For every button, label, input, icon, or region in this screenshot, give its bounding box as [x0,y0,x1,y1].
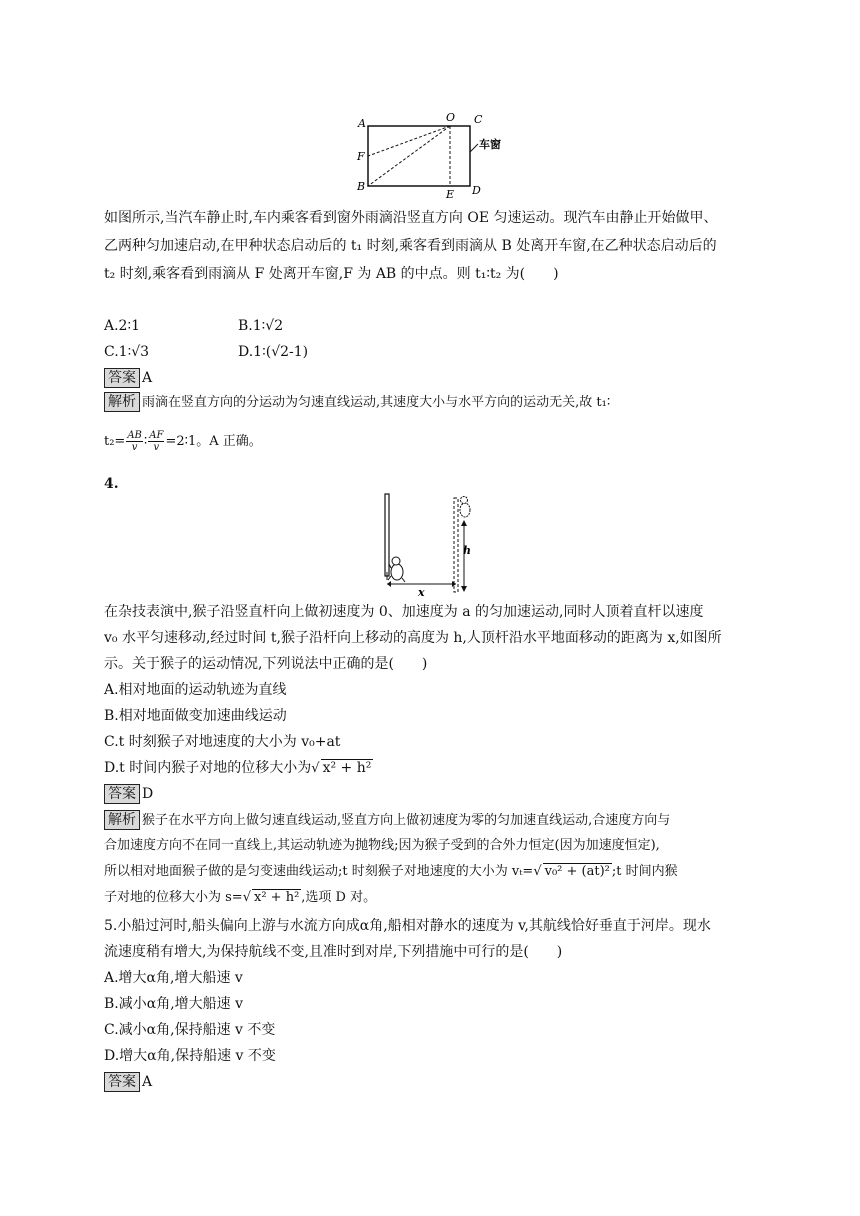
label-f: F [357,150,365,163]
q3-option-c: C.1∶√3 [104,344,150,360]
monkey-top-icon [460,497,470,518]
fig-h-label: h [463,544,471,557]
q3-option-d: D.1∶(√2-1) [238,344,309,360]
q4-stem-line-3: 示。关于猴子的运动情况,下列说法中正确的是( ) [104,656,428,672]
answer-tag: 答案 [104,1072,140,1092]
q4-stem-line-1: 在杂技表演中,猴子沿竖直杆向上做初速度为 0、加速度为 a 的匀加速运动,同时人顶着直杆以速度 [104,604,704,620]
q4-analysis-line-3: 所以相对地面猴子做的是匀变速曲线运动;t 时刻猴子对地速度的大小为 vₜ=√ v₀² + (at)² ;t 时间内猴 [104,864,678,879]
label-d: D [472,184,481,197]
q4-option-a: A.相对地面的运动轨迹为直线 [104,682,287,698]
fraction-denominator: v [153,442,160,453]
label-a: A [358,117,366,130]
fraction-af-v [148,430,164,453]
q3-analysis-text-1: 雨滴在竖直方向的分运动为匀速直线运动,其速度大小与水平方向的运动无关,故 t₁∶ [142,395,611,410]
q3-analysis-line-2 [104,430,262,453]
q3-stem-line-2: 乙两种匀加速启动,在甲种状态启动后的 t₁ 时刻,乘客看到雨滴从 B 处离开车窗,在乙种状态启动后的 [104,238,717,254]
monkey-pole-figure [372,492,482,600]
q5-option-c: C.减小α角,保持船速 v 不变 [104,1022,276,1038]
q3-analysis-prefix: t₂= [104,434,126,449]
q4-answer-row [104,784,153,804]
label-window: 车窗 [479,138,501,151]
q4-analysis-text-4b: ,选项 D 对。 [301,890,377,905]
q4-analysis-text-4: 子对地的位移大小为 s= [104,890,243,905]
label-c: C [474,113,483,126]
q3-option-a: A.2∶1 [104,318,141,334]
q4-option-c: C.t 时刻猴子对地速度的大小为 v₀+at [104,734,341,750]
q4-analysis-line-2: 合加速度方向不在同一直线上,其运动轨迹为抛物线;因为猴子受到的合外力恒定(因为加速度恒定), [104,838,660,853]
q4-analysis-line-4: 子对地的位移大小为 s=√ x² + h² ,选项 D 对。 [104,890,377,905]
q5-answer: A [142,1074,153,1090]
q4-analysis-text-3: 所以相对地面猴子做的是匀变速曲线运动;t 时刻猴子对地速度的大小为 vₜ= [104,864,534,879]
q5-option-b: B.减小α角,增大船速 v [104,996,244,1012]
q3-answer: A [142,370,153,386]
sqrt-expression: x² + h² [254,890,300,905]
q5-option-d: D.增大α角,保持船速 v 不变 [104,1048,276,1064]
fig-x-label: x [418,586,425,599]
q5-stem-line-2: 流速度稍有增大,为保持航线不变,且准时到对岸,下列措施中可行的是( ) [104,944,563,960]
analysis-tag: 解析 [104,810,140,830]
q3-stem-line-3: t₂ 时刻,乘客看到雨滴从 F 处离开车窗,F 为 AB 的中点。则 t₁∶t₂ 为( ) [104,266,559,282]
answer-tag: 答案 [104,784,140,804]
fraction-denominator: v [131,442,138,453]
q3-analysis-suffix: =2∶1。A 正确。 [165,434,262,449]
q3-option-b: B.1∶√2 [238,318,284,334]
analysis-tag: 解析 [104,392,140,412]
q3-analysis-line-1 [104,392,610,413]
q5-stem-line-1: 5.小船过河时,船头偏向上游与水流方向成α角,船相对静水的速度为 v,其航线恰好垂直于河岸。现水 [104,918,711,934]
q4-analysis-text-1: 猴子在水平方向上做匀速直线运动,竖直方向上做初速度为零的匀加速直线运动,合速度方向与 [142,813,671,828]
answer-tag: 答案 [104,368,140,388]
q4-analysis-line-1 [104,810,670,831]
fraction-numerator: AF [149,430,164,441]
q5-option-a: A.增大α角,增大船速 v [104,970,243,986]
q4-option-d: D.t 时间内猴子对地的位移大小为√ x² + h² [104,760,372,776]
q4-analysis-text-3b: ;t 时间内猴 [611,864,678,879]
q5-answer-row [104,1072,152,1092]
q4-stem-line-2: v₀ 水平匀速移动,经过时间 t,猴子沿杆向上移动的高度为 h,人顶杆沿水平地面移动的距离为 x,如图所 [104,630,722,646]
label-e: E [446,188,455,200]
label-b: B [357,180,366,193]
q3-answer-row [104,368,152,388]
q4-option-b: B.相对地面做变加速曲线运动 [104,708,287,724]
ratio-colon: ∶ [143,434,148,449]
q3-stem-line-1: 如图所示,当汽车静止时,车内乘客看到窗外雨滴沿竖直方向 OE 匀速运动。现汽车由静止开始做甲、 [104,210,718,226]
fraction-numerator: AB [127,430,142,441]
label-o: O [446,111,456,124]
car-window-figure [350,108,520,200]
q4-option-d-text: D.t 时间内猴子对地的位移大小为 [104,760,312,776]
q4-number: 4. [104,476,119,492]
sqrt-expression: v₀² + (at)² [544,864,610,879]
monkey-bottom-icon [388,557,405,582]
fraction-ab-v [126,430,143,453]
q4-answer: D [142,786,154,802]
sqrt-expression: x² + h² [322,760,372,776]
